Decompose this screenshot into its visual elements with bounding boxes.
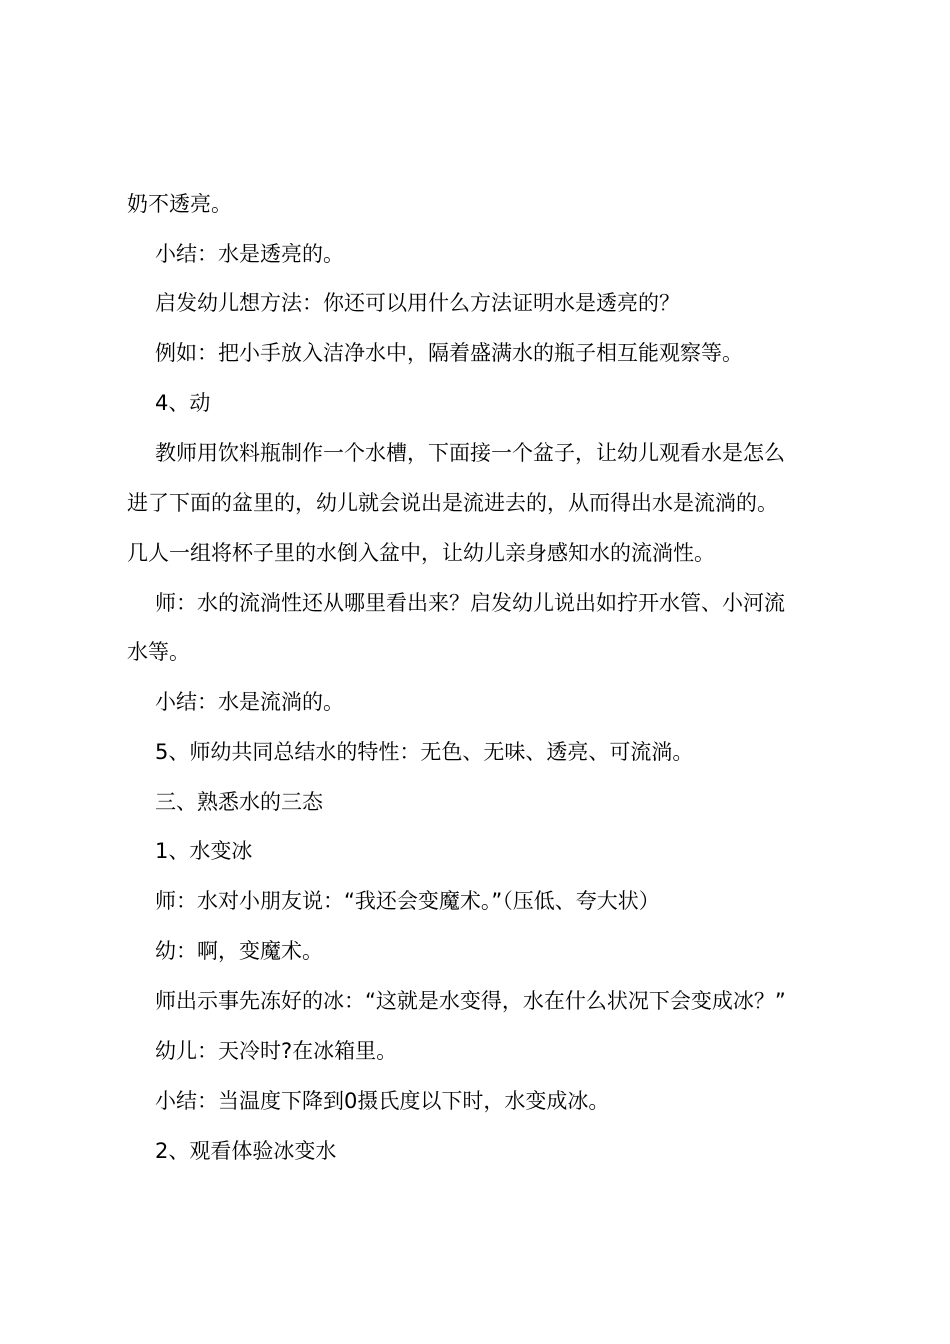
text-line: 进了下面的盆里的，幼儿就会说出是流进去的，从而得出水是流淌的。: [127, 491, 778, 515]
text-line: 师：水的流淌性还从哪里看出来？启发幼儿说出如拧开水管、小河流: [155, 591, 785, 615]
section-heading: 1、水变冰: [155, 839, 253, 863]
text-line: 水等。: [127, 640, 190, 664]
text-line: 例如：把小手放入洁净水中，隔着盛满水的瓶子相互能观察等。: [155, 341, 743, 365]
section-heading: 三、熟悉水的三态: [155, 790, 323, 814]
text-line: 幼儿：天冷时?在冰箱里。: [155, 1039, 398, 1063]
text-line: 几人一组将杯子里的水倒入盆中，让幼儿亲身感知水的流淌性。: [127, 541, 715, 565]
text-line: 小结：当温度下降到0摄氏度以下时，水变成冰。: [155, 1089, 610, 1113]
section-heading: 2、观看体验冰变水: [155, 1139, 337, 1163]
text-line: 小结：水是透亮的。: [155, 242, 344, 266]
text-line: 师出示事先冻好的冰：“这就是水变得，水在什么状况下会变成冰？”: [155, 989, 786, 1013]
text-line: 师：水对小朋友说：“我还会变魔术。”（压低、夸大状）: [155, 889, 660, 913]
text-line: 教师用饮料瓶制作一个水槽，下面接一个盆子，让幼儿观看水是怎么: [155, 441, 785, 465]
text-line: 5、师幼共同总结水的特性：无色、无味、透亮、可流淌。: [155, 740, 694, 764]
text-line: 启发幼儿想方法：你还可以用什么方法证明水是透亮的？: [155, 291, 680, 315]
text-line: 幼：啊，变魔术。: [155, 939, 323, 963]
text-line: 小结：水是流淌的。: [155, 690, 344, 714]
section-heading: 4、动: [155, 391, 211, 415]
text-line: 奶不透亮。: [127, 192, 232, 216]
